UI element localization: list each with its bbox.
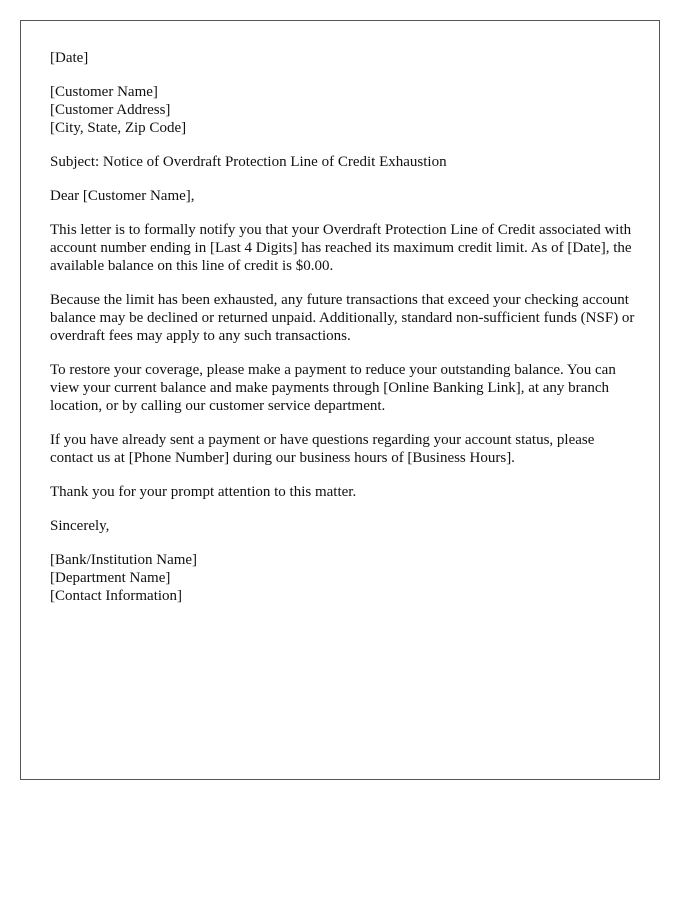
recipient-address: [Customer Address] bbox=[50, 102, 171, 118]
recipient-block bbox=[50, 83, 636, 137]
paragraph-restore-coverage: To restore your coverage, please make a payment to reduce your outstanding balance. You can view your current balance and make payments through [Online Banking Link], at any branch location, or by calling our customer service department. bbox=[50, 362, 616, 414]
letter-closing: Sincerely, bbox=[50, 518, 110, 534]
letter-page bbox=[20, 20, 660, 780]
paragraph-contact: If you have already sent a payment or have questions regarding your account status, please contact us at [Phone Number] during our business hours of [Business Hours]. bbox=[50, 432, 595, 466]
signature-department: [Department Name] bbox=[50, 570, 171, 586]
paragraph-notice: This letter is to formally notify you that your Overdraft Protection Line of Credit associated with account number ending in [Last 4 Digits] has reached its maximum credit limit. As of [Date], the available balance on this line of credit is $0.00. bbox=[50, 222, 632, 274]
signature-institution: [Bank/Institution Name] bbox=[50, 552, 198, 568]
letter-date: [Date] bbox=[50, 50, 89, 66]
paragraph-thanks: Thank you for your prompt attention to this matter. bbox=[50, 484, 357, 500]
letter-salutation: Dear [Customer Name], bbox=[50, 188, 195, 204]
signature-block bbox=[50, 551, 636, 605]
signature-contact: [Contact Information] bbox=[50, 588, 183, 604]
recipient-name: [Customer Name] bbox=[50, 84, 158, 100]
letter-subject: Subject: Notice of Overdraft Protection Line of Credit Exhaustion bbox=[50, 154, 447, 170]
recipient-city-state-zip: [City, State, Zip Code] bbox=[50, 120, 187, 136]
letter-body bbox=[50, 49, 636, 621]
paragraph-consequences: Because the limit has been exhausted, any future transactions that exceed your checking account balance may be declined or returned unpaid. Additionally, standard non-sufficient funds (NSF) or overdraft fees may apply to any such transactions. bbox=[50, 292, 635, 344]
